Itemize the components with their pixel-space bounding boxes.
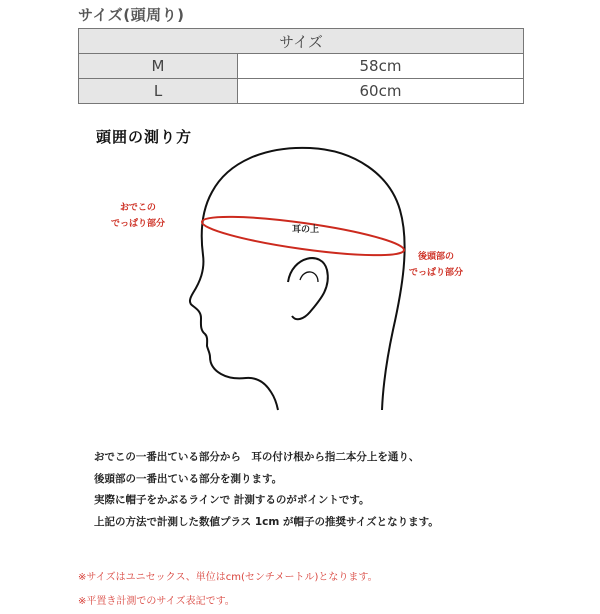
table-header-cell: サイズ	[79, 29, 524, 54]
ear-inner-outline	[300, 272, 318, 282]
instruction-line: 上記の方法で計測した数値プラス 1cm が帽子の推奨サイズとなります。	[94, 515, 439, 528]
value-cell: 58cm	[238, 54, 524, 79]
note-line: ※平置き計測でのサイズ表記です。	[78, 596, 235, 607]
diagram-title: 頭囲の測り方	[96, 128, 193, 146]
size-cell: L	[79, 79, 238, 104]
section-title: サイズ(頭周り)	[78, 6, 185, 24]
label-back-line1: 後頭部の	[418, 252, 455, 262]
ear-outline	[288, 258, 328, 319]
label-ear: 耳の上	[292, 225, 320, 235]
label-forehead-line2: でっぱり部分	[111, 219, 166, 229]
label-forehead-line1: おでこの	[120, 203, 156, 213]
note-line: ※サイズはユニセックス、単位はcm(センチメートル)となります。	[78, 572, 378, 583]
instruction-line: おでこの一番出ている部分から 耳の付け根から指二本分上を通り、	[94, 451, 420, 463]
instruction-line: 実際に帽子をかぶるラインで 計測するのがポイントです。	[94, 494, 370, 506]
notes	[78, 566, 378, 614]
measuring-line-ellipse	[200, 209, 406, 263]
label-back-line2: でっぱり部分	[409, 268, 464, 278]
instruction-line: 後頭部の一番出ている部分を測ります。	[94, 472, 283, 485]
size-cell: M	[79, 54, 238, 79]
instructions	[94, 447, 439, 533]
head-profile-outline	[190, 148, 405, 410]
value-cell: 60cm	[238, 79, 524, 104]
